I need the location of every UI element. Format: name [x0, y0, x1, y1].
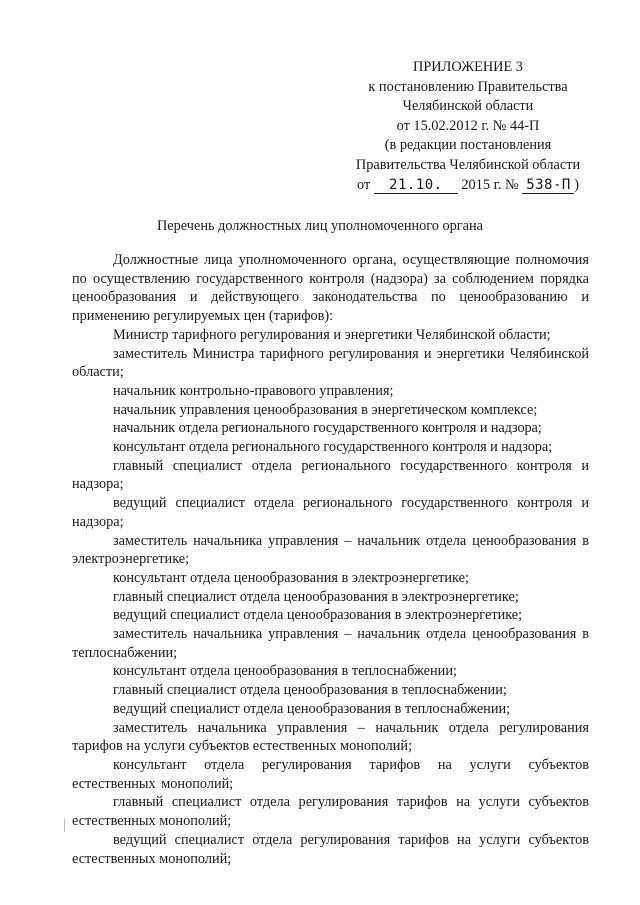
list-item: консультант отдела ценообразования в электроэнергетике;: [113, 569, 469, 586]
document-body: [72, 251, 589, 868]
paragraph-intro: Должностные лица уполномоченного органа, осуществляющие полномочия по осуществлению государственного контроля (надзора) за соблюдением порядка ценообразования и действующего законодательства по ценообразованию и применению регулируемых цен (тарифов):: [72, 252, 589, 325]
amendment-suffix: ): [574, 176, 579, 193]
list-item: заместитель Министра тарифного регулирования и энергетики Челябинской области;: [72, 345, 589, 381]
list-item: Министр тарифного регулирования и энергетики Челябинской области;: [113, 326, 551, 343]
list-item: главный специалист отдела ценообразования в теплоснабжении;: [113, 682, 507, 699]
document-title: Перечень должностных лиц уполномоченного органа: [156, 218, 484, 234]
list-item: ведущий специалист отдела регионального государственного контроля и надзора;: [72, 495, 589, 530]
scan-artifact: [64, 818, 65, 832]
list-item: ведущий специалист отдела ценообразования в теплоснабжении;: [113, 700, 511, 717]
amendment-prefix: от: [357, 176, 371, 193]
appendix-title: ПРИЛОЖЕНИЕ 3: [413, 59, 523, 75]
list-item: консультант отдела регионального государственного контроля и надзора;: [113, 439, 552, 456]
list-item: консультант отдела ценообразования в теплоснабжении;: [113, 663, 457, 680]
list-item: консультант отдела регулирования тарифов на услуги субъектов естественных монополий;: [72, 756, 589, 792]
list-item: начальник управления ценообразования в энергетическом комплексе;: [113, 401, 538, 418]
amendment-date-line: [328, 176, 608, 196]
list-item: главный специалист отдела регулирования тарифов на услуги субъектов естественных монополий;: [72, 794, 589, 830]
list-item: заместитель начальника управления – начальник отдела ценообразования в электроэнергетике;: [72, 532, 589, 568]
amendment-year: 2015 г. №: [461, 176, 519, 193]
appendix-line-1: к постановлению Правительства: [368, 78, 568, 95]
list-item: заместитель начальника управления – начальник отдела регулирования тарифов на услуги субъектов естественных монополий;: [72, 719, 589, 755]
amendment-number-handwritten: 538-П: [522, 177, 574, 194]
appendix-line-5: Правительства Челябинской области: [355, 156, 581, 173]
appendix-line-4: (в редакции постановления: [384, 137, 552, 154]
list-item: ведущий специалист отдела регулирования тарифов на услуги субъектов естественных монополий;: [72, 831, 589, 867]
list-item: главный специалист отдела регионального государственного контроля и надзора;: [72, 457, 589, 493]
list-item: начальник отдела регионального государственного контроля и надзора;: [113, 420, 542, 437]
list-item: начальник контрольно-правового управления;: [113, 382, 394, 399]
appendix-header: [328, 58, 608, 195]
list-item: ведущий специалист отдела ценообразования в электроэнергетике;: [113, 607, 523, 624]
list-item: заместитель начальника управления – начальник отдела ценообразования в теплоснабжении;: [72, 626, 589, 661]
appendix-line-2: Челябинской области: [402, 98, 534, 115]
list-item: главный специалист отдела ценообразования в электроэнергетике;: [113, 588, 519, 605]
amendment-day-handwritten: 21.10.: [374, 177, 458, 194]
appendix-line-3: от 15.02.2012 г. № 44-П: [396, 117, 540, 134]
